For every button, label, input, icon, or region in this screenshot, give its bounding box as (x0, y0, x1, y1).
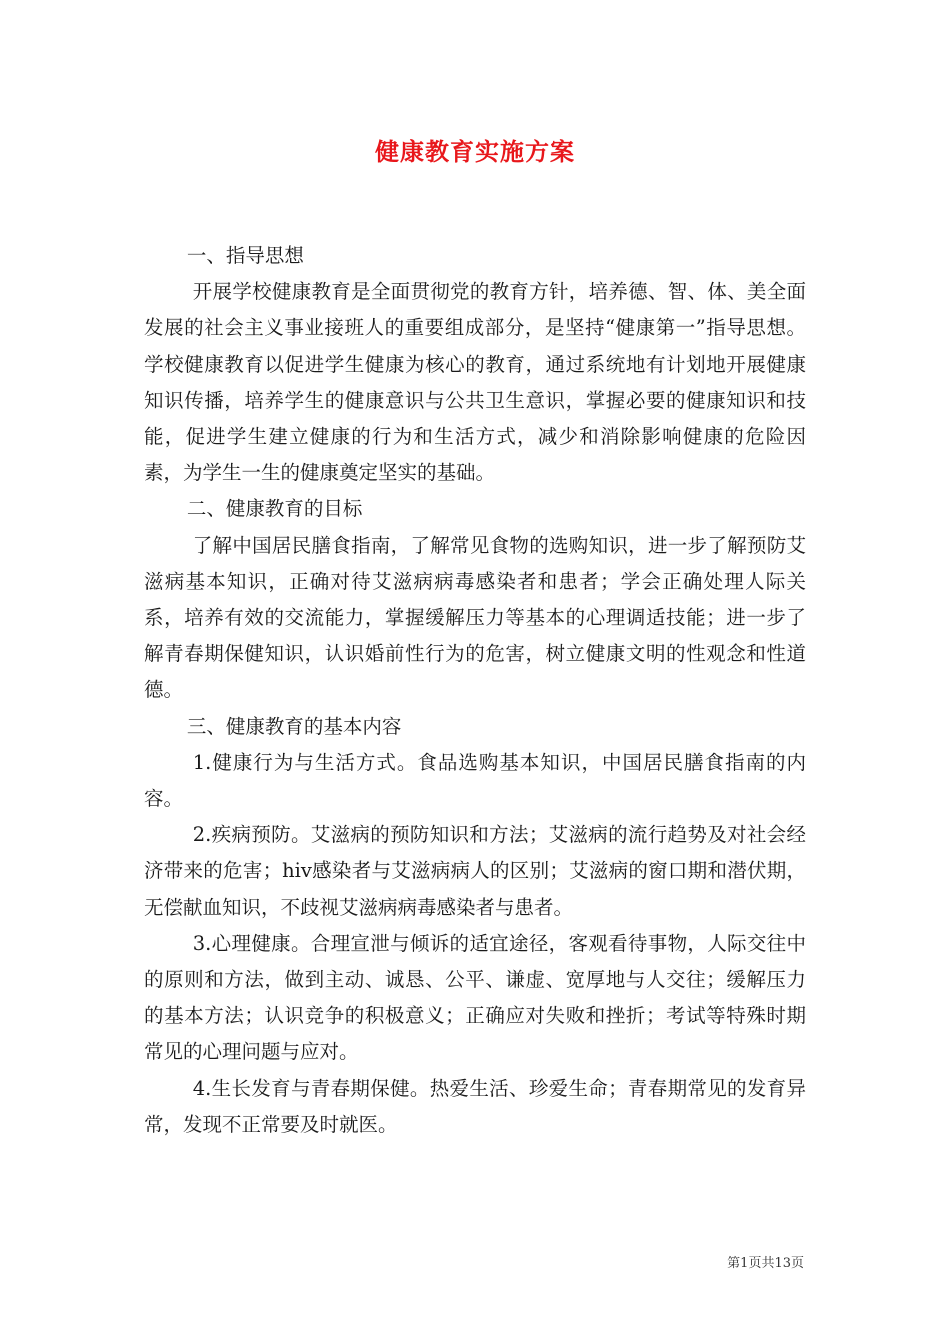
paragraph-goals: 了解中国居民膳食指南，了解常见食物的选购知识，进一步了解预防艾滋病基本知识，正确对待艾滋病病毒感染者和患者；学会正确处理人际关系，培养有效的交流能力，掌握缓解压力等基本的心理调适技能；进一步了解青春期保健知识，认识婚前性行为的危害，树立健康文明的性观念和性道德。 (144, 533, 806, 702)
section-heading-goals: 二、健康教育的目标 (186, 497, 363, 521)
paragraph-item-2: 2.疾病预防。艾滋病的预防知识和方法；艾滋病的流行趋势及对社会经济带来的危害；hiv感染者与艾滋病病人的区别；艾滋病的窗口期和潜伏期，无偿献血知识，不歧视艾滋病病毒感染者与患者。 (144, 823, 806, 919)
page-number-footer: 第1页共13页 (727, 1256, 804, 1271)
paragraph-item-3: 3.心理健康。合理宣泄与倾诉的适宜途径，客观看待事物，人际交往中的原则和方法，做到主动、诚恳、公平、谦虚、宽厚地与人交往；缓解压力的基本方法；认识竞争的积极意义；正确应对失败和挫折；考试等特殊时期常见的心理问题与应对。 (144, 931, 806, 1064)
paragraph-item-1: 1.健康行为与生活方式。食品选购基本知识，中国居民膳食指南的内容。 (144, 750, 806, 811)
section-heading-content: 三、健康教育的基本内容 (186, 714, 402, 738)
document-body (144, 238, 806, 1143)
paragraph-item-4: 4.生长发育与青春期保健。热爱生活、珍爱生命；青春期常见的发育异常，发现不正常要及时就医。 (144, 1076, 806, 1136)
paragraph-guiding-thought: 开展学校健康教育是全面贯彻党的教育方针，培养德、智、体、美全面发展的社会主义事业接班人的重要组成部分，是坚持“健康第一”指导思想。学校健康教育以促进学生健康为核心的教育，通过系统地有计划地开展健康知识传播，培养学生的健康意识与公共卫生意识，掌握必要的健康知识和技能，促进学生建立健康的行为和生活方式，减少和消除影响健康的危险因素，为学生一生的健康奠定坚实的基础。 (144, 280, 806, 485)
document-title: 健康教育实施方案 (375, 137, 575, 166)
section-heading-guiding-thought: 一、指导思想 (186, 244, 304, 267)
